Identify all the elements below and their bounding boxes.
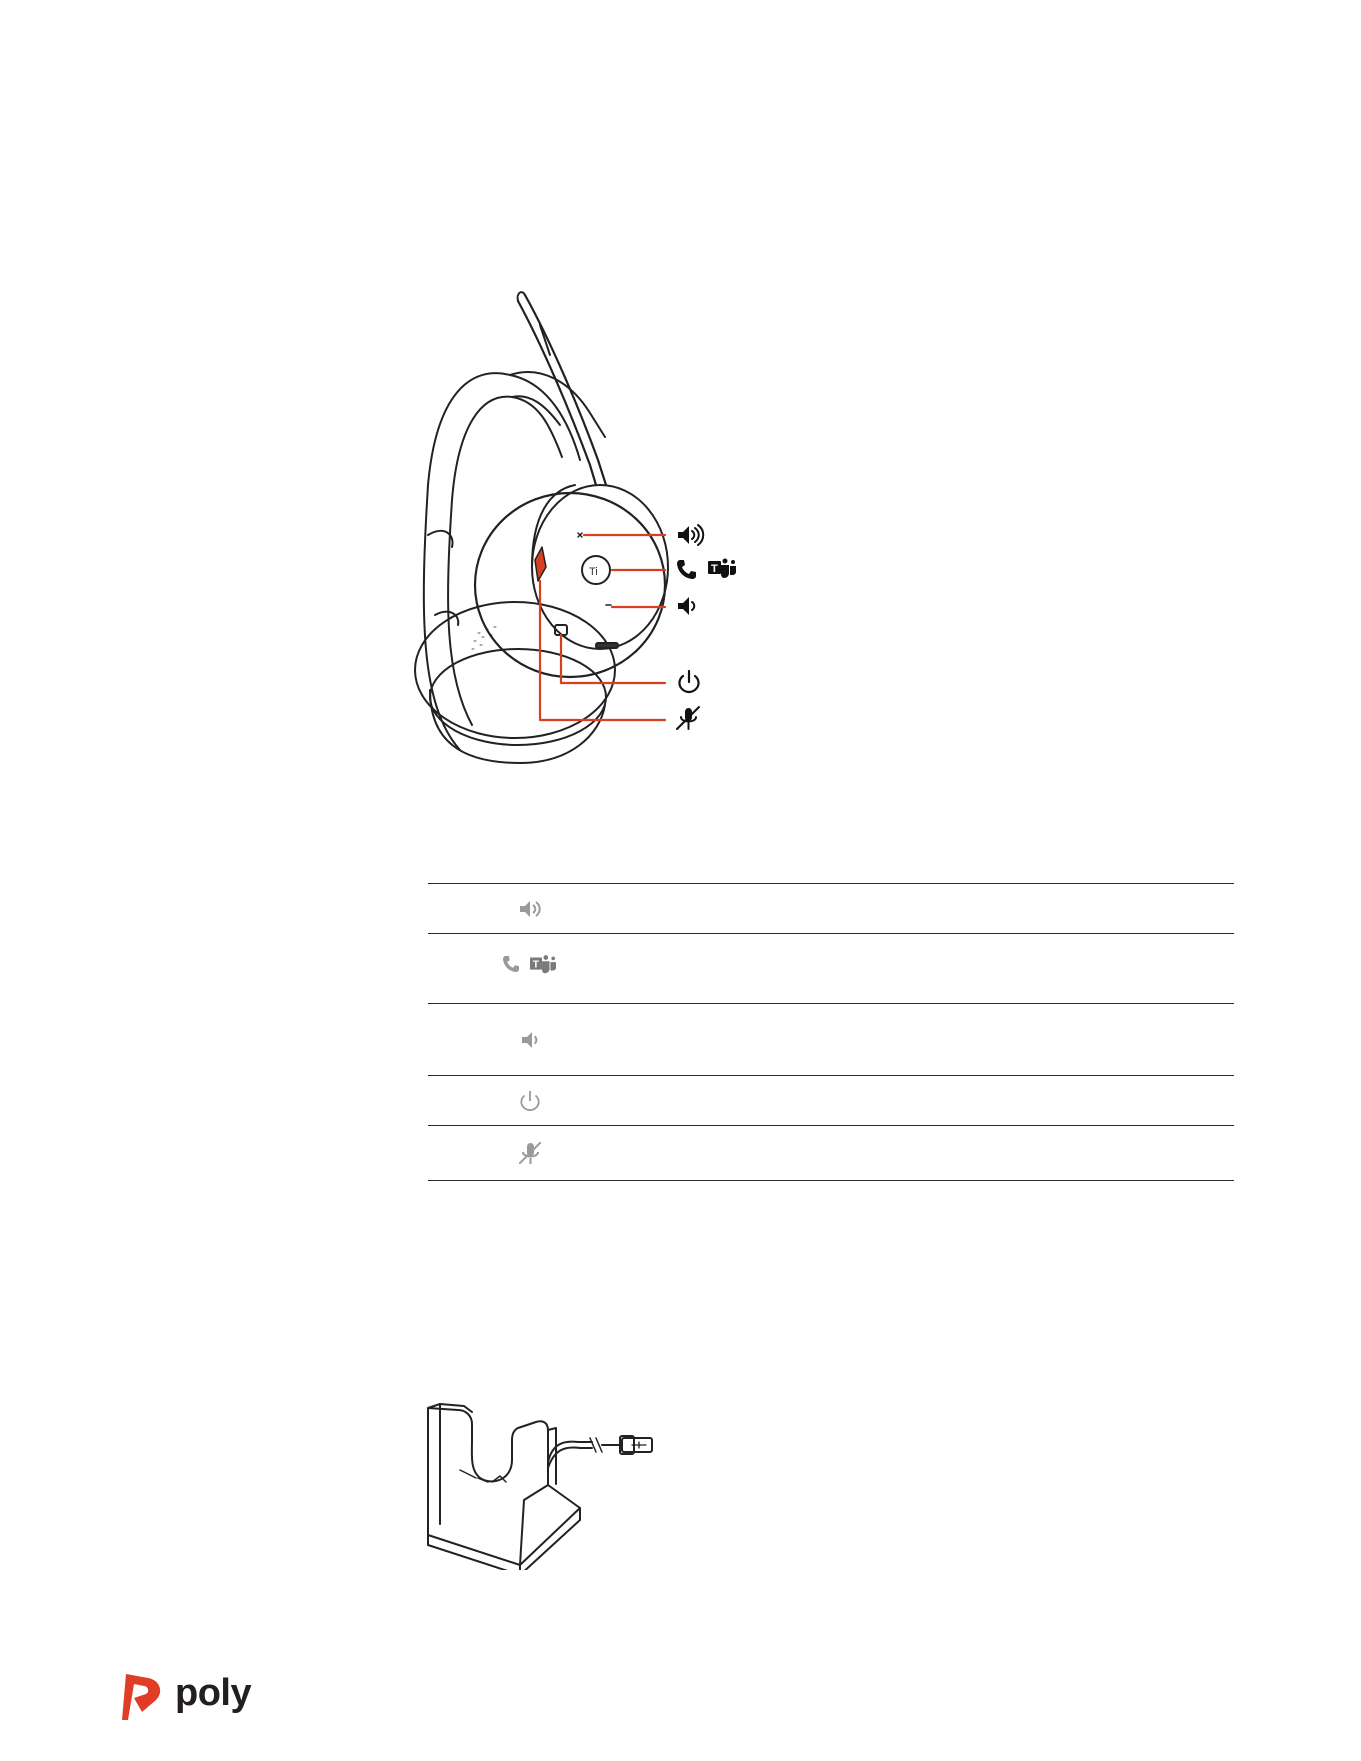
call-icon <box>503 956 519 973</box>
stand-cable <box>548 1442 592 1462</box>
call-icon <box>677 560 696 579</box>
teams-icon <box>530 954 556 974</box>
svg-text:Ti: Ti <box>589 566 598 578</box>
mute-button <box>535 547 546 581</box>
table-row <box>428 1125 1234 1181</box>
mute-icon <box>677 707 699 729</box>
svg-text:T: T <box>532 959 540 971</box>
charge-stand-illustration <box>420 1400 660 1570</box>
svg-text:T: T <box>711 563 718 575</box>
table-row <box>428 933 1234 1003</box>
volume-down-icon <box>522 1031 538 1049</box>
teams-icon <box>708 559 736 579</box>
table-row <box>428 1003 1234 1075</box>
logo-text: poly <box>175 1672 252 1714</box>
poly-logo <box>120 1668 250 1726</box>
volume-up-icon <box>678 525 703 545</box>
table-row <box>428 1075 1234 1125</box>
mute-icon <box>519 1142 541 1164</box>
table-row <box>428 883 1234 933</box>
stand-cradle <box>428 1408 548 1565</box>
headset-illustration <box>400 285 800 765</box>
volume-down-icon <box>678 597 694 615</box>
callout-line-mute <box>540 581 665 720</box>
mic-boom <box>525 295 606 485</box>
power-icon <box>679 671 698 692</box>
poly-mark-icon <box>120 1668 170 1726</box>
headband <box>424 373 580 750</box>
earcup <box>475 493 665 677</box>
controls-table <box>428 883 1234 1181</box>
power-icon <box>520 1091 540 1111</box>
usb-a-icon <box>620 1436 652 1454</box>
stand-base <box>428 1485 580 1570</box>
volume-up-icon <box>520 899 542 919</box>
